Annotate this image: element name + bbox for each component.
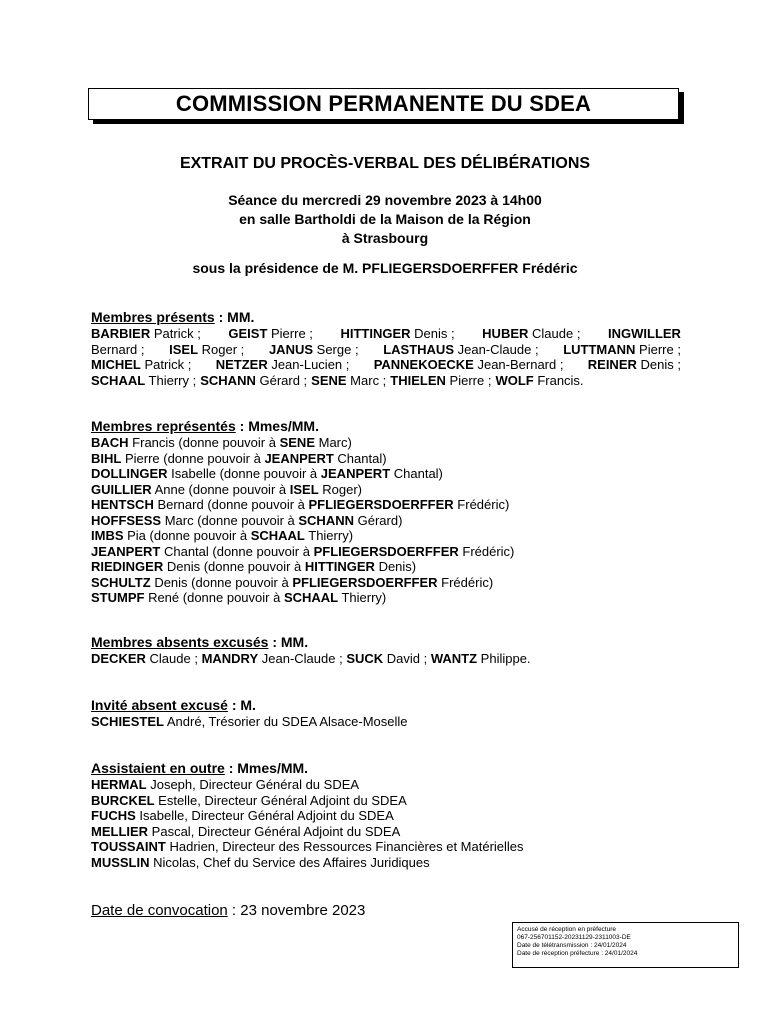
assistant-entry: [91, 839, 681, 855]
section-heading: [91, 309, 681, 326]
seance-line-2: en salle Bartholdi de la Maison de la Région: [239, 211, 531, 227]
section-assistaient: [91, 760, 681, 870]
section-represented: [91, 418, 681, 606]
member-entry: [311, 373, 386, 389]
member-first-name: Francis.: [533, 372, 584, 388]
assistant-name: BURCKEL: [91, 792, 155, 808]
member-first-name: Jean-Lucien ;: [267, 357, 350, 372]
member-entry: [390, 373, 491, 389]
member-first-name: Denis (donne pouvoir à: [150, 574, 293, 590]
presents-line: [91, 373, 681, 389]
member-name: SCHANN: [200, 372, 256, 388]
proxy-first-name: Marc): [315, 435, 352, 450]
proxy-name: PFLIEGERSDOERFFER: [313, 543, 459, 559]
seance-info: [0, 191, 770, 248]
section-invite: [91, 697, 681, 730]
stamp-line-1: Accusé de réception en préfecture: [517, 926, 617, 933]
member-first-name: Gérard ;: [255, 372, 308, 388]
member-first-name: Pierre ;: [267, 326, 313, 341]
represented-list: [91, 435, 681, 606]
assistant-name: MUSSLIN: [91, 854, 150, 870]
member-name: HOFFSESS: [91, 512, 162, 528]
proxy-name: HITTINGER: [304, 559, 375, 574]
assistant-name: TOUSSAINT: [91, 839, 166, 854]
member-name: SUCK: [346, 651, 384, 666]
member-name: LASTHAUS: [383, 341, 454, 357]
represented-entry: [91, 544, 681, 560]
section-heading: [91, 418, 681, 435]
member-entry: [91, 357, 191, 373]
member-name: SCHAAL: [91, 372, 146, 388]
member-name: GUILLIER: [91, 481, 152, 497]
member-entry: [91, 373, 196, 389]
represented-entry: [91, 451, 681, 467]
member-name: HITTINGER: [340, 326, 411, 341]
member-first-name: Denis ;: [410, 326, 455, 341]
assistant-entry: [91, 777, 681, 793]
member-first-name: Jean-Bernard ;: [473, 357, 564, 372]
member-first-name: Jean-Claude ;: [454, 341, 539, 357]
represented-entry: [91, 528, 681, 544]
member-name: BACH: [91, 435, 129, 450]
proxy-first-name: Frédéric): [437, 574, 494, 590]
member-entry: [383, 342, 538, 358]
member-entry: [482, 326, 580, 342]
member-name: MICHEL: [91, 357, 141, 372]
proxy-name: SCHANN: [298, 512, 354, 528]
member-first-name: Anne (donne pouvoir à: [151, 481, 290, 497]
member-first-name: Philippe.: [477, 651, 531, 666]
member-entry: [374, 357, 564, 373]
assistant-details: Isabelle, Directeur Général Adjoint du SDEA: [135, 808, 394, 823]
member-first-name: Jean-Claude ;: [258, 651, 347, 666]
member-name: SENE: [311, 372, 347, 388]
member-first-name: Marc ;: [346, 372, 387, 388]
member-first-name: Bernard ;: [91, 341, 145, 357]
member-first-name: Pierre ;: [635, 341, 681, 357]
stamp-line-2: 067-256701152-20231129-2311003-DE: [517, 934, 631, 941]
assistaient-list: [91, 777, 681, 870]
presents-line: [91, 326, 681, 342]
member-entry: [200, 373, 307, 389]
presidence-line: sous la présidence de M. PFLIEGERSDOERFFER Frédéric: [192, 260, 578, 276]
member-entry: [169, 342, 244, 358]
member-name: ISEL: [169, 341, 199, 357]
member-name: STUMPF: [91, 590, 145, 605]
document-title-box: [88, 88, 679, 120]
proxy-first-name: Frédéric): [458, 543, 515, 559]
proxy-first-name: Chantal): [390, 466, 443, 481]
member-entry: [91, 326, 201, 342]
member-entry: [202, 651, 347, 666]
assistant-details: Pascal, Directeur Général Adjoint du SDEA: [148, 823, 401, 839]
stamp-line-4: Date de réception préfecture : 24/01/2024: [517, 950, 638, 957]
assistant-details: Estelle, Directeur Général Adjoint du SDEA: [154, 792, 407, 808]
represented-entry: [91, 559, 681, 575]
represented-entry: [91, 497, 681, 513]
member-entry: [431, 651, 531, 666]
section-heading-label: Membres absents excusés: [91, 634, 269, 650]
member-name: DECKER: [91, 651, 146, 666]
member-name: THIELEN: [390, 372, 446, 388]
section-heading-suffix: : MM.: [214, 309, 255, 325]
assistant-entry: [91, 824, 681, 840]
member-first-name: Francis (donne pouvoir à: [128, 435, 280, 450]
assistant-name: MELLIER: [91, 823, 149, 839]
member-entry: [216, 357, 350, 373]
section-heading-label: Membres représentés: [91, 418, 236, 434]
member-name: JANUS: [268, 341, 314, 357]
member-entry: [588, 357, 681, 373]
represented-entry: [91, 466, 681, 482]
section-presents: [91, 309, 681, 388]
prefecture-receipt-stamp: [512, 922, 739, 968]
proxy-first-name: Thierry): [304, 528, 354, 543]
section-heading: [91, 697, 681, 714]
member-first-name: Pierre ;: [445, 372, 492, 388]
represented-entry: [91, 513, 681, 529]
assistant-entry: [91, 855, 681, 871]
proxy-name: PFLIEGERSDOERFFER: [292, 574, 438, 590]
proxy-first-name: Chantal): [333, 450, 387, 466]
proxy-name: JEANPERT: [264, 450, 334, 466]
member-name: JEANPERT: [91, 543, 161, 559]
member-first-name: Chantal (donne pouvoir à: [160, 543, 314, 559]
assistant-details: Joseph, Directeur Général du SDEA: [146, 777, 360, 792]
member-name: PANNEKOECKE: [373, 357, 474, 372]
member-name: BIHL: [91, 450, 122, 466]
assistant-name: FUCHS: [91, 808, 136, 823]
member-first-name: Pia (donne pouvoir à: [123, 528, 251, 543]
document-subtitle: EXTRAIT DU PROCÈS-VERBAL DES DÉLIBÉRATIONS: [179, 155, 591, 172]
proxy-name: SENE: [279, 435, 315, 450]
invite-details: André, Trésorier du SDEA Alsace-Moselle: [166, 714, 408, 729]
proxy-name: SCHAAL: [283, 590, 339, 605]
represented-entry: [91, 482, 681, 498]
represented-entry: [91, 575, 681, 591]
section-heading-suffix: : M.: [227, 697, 256, 713]
seance-line-1: Séance du mercredi 29 novembre 2023 à 14h00: [228, 192, 542, 208]
member-entry: [269, 342, 359, 358]
member-first-name: Claude ;: [528, 326, 581, 341]
member-name: LUTTMANN: [563, 341, 636, 357]
absents-list: [91, 651, 681, 667]
assistant-details: Hadrien, Directeur des Ressources Financières et Matérielles: [165, 839, 524, 854]
proxy-first-name: Thierry): [338, 590, 387, 605]
proxy-first-name: Gérard): [354, 512, 403, 528]
proxy-name: ISEL: [289, 481, 319, 497]
convocation-date: [91, 902, 365, 919]
member-first-name: Thierry ;: [145, 372, 197, 388]
member-name: WANTZ: [430, 651, 478, 666]
member-entry: [228, 326, 313, 342]
section-heading-label: Invité absent excusé: [91, 697, 228, 713]
member-first-name: Patrick ;: [140, 357, 192, 372]
member-first-name: Isabelle (donne pouvoir à: [167, 466, 321, 481]
member-name: INGWILLER: [608, 326, 681, 341]
member-name: REINER: [587, 357, 637, 372]
invite-entry: [91, 714, 681, 730]
presents-line: [91, 357, 681, 373]
member-name: NETZER: [215, 357, 268, 372]
document-title: COMMISSION PERMANENTE DU SDEA: [175, 91, 592, 116]
member-first-name: René (donne pouvoir à: [144, 590, 284, 605]
member-entry: [340, 326, 454, 342]
member-first-name: Marc (donne pouvoir à: [161, 512, 299, 528]
member-name: BARBIER: [91, 326, 151, 341]
invite-name: SCHIESTEL: [91, 714, 164, 729]
member-first-name: Claude ;: [145, 651, 202, 666]
section-heading: [91, 760, 681, 777]
member-first-name: Pierre (donne pouvoir à: [121, 450, 265, 466]
member-entry: [495, 373, 583, 389]
stamp-line-3: Date de télétransmission : 24/01/2024: [517, 942, 627, 949]
member-first-name: Denis ;: [636, 357, 681, 372]
seance-line-3: à Strasbourg: [341, 230, 429, 246]
member-first-name: Serge ;: [313, 341, 359, 357]
assistant-entry: [91, 808, 681, 824]
represented-entry: [91, 435, 681, 451]
convocation-label: Date de convocation: [91, 902, 228, 919]
member-entry: [91, 342, 144, 358]
member-name: IMBS: [91, 528, 124, 543]
assistant-name: HERMAL: [91, 777, 147, 792]
section-heading-suffix: : Mmes/MM.: [224, 760, 309, 776]
proxy-name: PFLIEGERSDOERFFER: [308, 497, 454, 512]
member-name: RIEDINGER: [91, 559, 164, 574]
member-entry: [91, 651, 202, 666]
proxy-name: SCHAAL: [250, 528, 305, 543]
section-absents: [91, 634, 681, 667]
member-name: HUBER: [482, 326, 529, 341]
member-first-name: Roger ;: [198, 341, 245, 357]
member-first-name: Patrick ;: [150, 326, 201, 341]
proxy-name: JEANPERT: [320, 466, 391, 481]
proxy-first-name: Denis): [374, 559, 417, 574]
proxy-first-name: Frédéric): [453, 497, 510, 512]
member-entry: [563, 342, 681, 358]
member-name: MANDRY: [201, 651, 259, 666]
section-heading-label: Assistaient en outre: [91, 760, 225, 776]
section-heading-label: Membres présents: [91, 309, 215, 325]
section-heading-suffix: : Mmes/MM.: [235, 418, 319, 434]
member-name: DOLLINGER: [91, 466, 168, 481]
member-entry: [608, 326, 681, 342]
member-first-name: Denis (donne pouvoir à: [163, 559, 305, 574]
member-name: GEIST: [228, 326, 268, 341]
convocation-value: : 23 novembre 2023: [227, 902, 366, 919]
presents-list: [91, 326, 681, 388]
assistant-entry: [91, 793, 681, 809]
member-name: HENTSCH: [91, 497, 154, 512]
assistant-details: Nicolas, Chef du Service des Affaires Juridiques: [149, 854, 430, 870]
member-first-name: David ;: [383, 651, 431, 666]
member-entry: [346, 651, 431, 666]
proxy-first-name: Roger): [318, 481, 362, 497]
member-name: WOLF: [495, 372, 534, 388]
member-first-name: Bernard (donne pouvoir à: [153, 497, 309, 512]
presents-line: [91, 342, 681, 358]
represented-entry: [91, 590, 681, 606]
member-name: SCHULTZ: [91, 574, 151, 590]
section-heading: [91, 634, 681, 651]
section-heading-suffix: : MM.: [268, 634, 309, 650]
